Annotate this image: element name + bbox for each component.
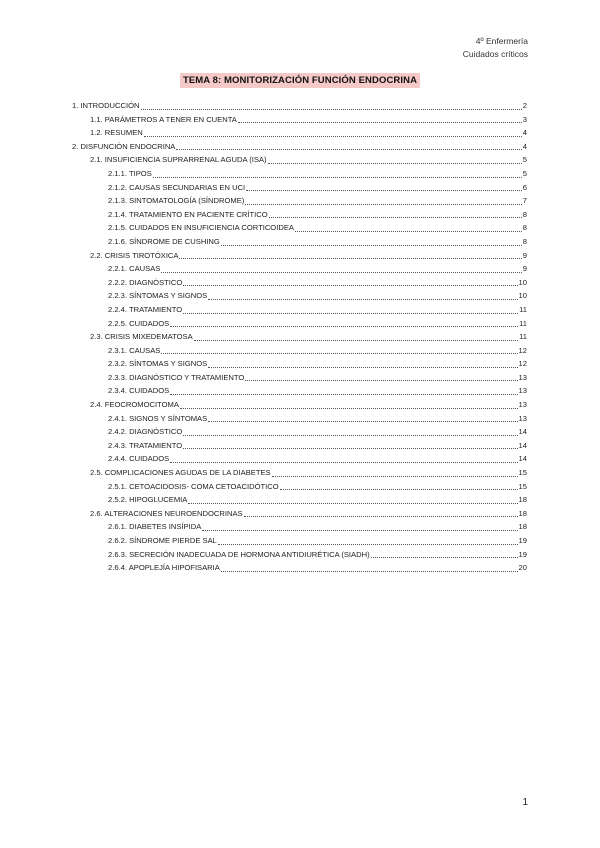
toc-entry[interactable] <box>72 183 527 197</box>
toc-entry-page[interactable]: 9 <box>522 264 527 274</box>
toc-entry-page[interactable]: 11 <box>519 332 527 342</box>
toc-entry-page[interactable]: 12 <box>518 345 527 355</box>
toc-dot-leader <box>170 461 517 463</box>
toc-entry-label[interactable]: 2.2.5. CUIDADOS <box>108 318 170 328</box>
toc-dot-leader <box>280 488 518 490</box>
toc-entry-page[interactable]: 18 <box>518 495 527 505</box>
toc-dot-leader <box>180 407 518 409</box>
toc-entry[interactable] <box>72 441 527 455</box>
toc-entry-label[interactable]: 2.1. INSUFICIENCIA SUPRARRENAL AGUDA (ISA) <box>90 155 267 165</box>
toc-entry-page[interactable]: 18 <box>518 508 527 518</box>
toc-dot-leader <box>208 420 517 422</box>
page-number: 1 <box>522 797 528 808</box>
header-subject: Cuidados críticos <box>462 49 528 59</box>
toc-entry-label[interactable]: 2.5.1. CETOACIDOSIS- COMA CETOACIDÓTICO <box>108 481 279 491</box>
toc-dot-leader <box>194 339 518 341</box>
toc-entry-label[interactable]: 2.3.3. DIAGNÓSTICO Y TRATAMIENTO <box>108 372 245 382</box>
toc-entry[interactable] <box>72 155 527 169</box>
toc-entry-page[interactable]: 11 <box>519 318 527 328</box>
toc-entry-label[interactable]: 2.2. CRISIS TIROTÓXICA <box>90 250 179 260</box>
toc-dot-leader <box>208 366 517 368</box>
toc-entry-page[interactable]: 15 <box>518 481 527 491</box>
toc-entry-page[interactable]: 13 <box>518 372 527 382</box>
toc-entry-page[interactable]: 20 <box>518 563 527 573</box>
toc-dot-leader <box>161 271 521 273</box>
toc-entry-label[interactable]: 1. INTRODUCCIÓN <box>72 101 140 110</box>
toc-entry[interactable] <box>72 169 527 183</box>
toc-entry-label[interactable]: 2.6.1. DIABETES INSÍPIDA <box>108 522 202 532</box>
toc-dot-leader <box>268 162 522 164</box>
toc-dot-leader <box>244 515 518 517</box>
toc-dot-leader <box>170 393 517 395</box>
toc-entry-label[interactable]: 2.6. ALTERACIONES NEUROENDOCRINAS <box>90 508 243 518</box>
toc-entry-label[interactable]: 2.2.3. SÍNTOMAS Y SIGNOS <box>108 291 208 301</box>
toc-entry-label[interactable]: 2.6.3. SECRECIÓN INADECUADA DE HORMONA ANTIDIURÉTICA (SIADH) <box>108 549 370 559</box>
toc-dot-leader <box>218 543 518 545</box>
toc-entry-label[interactable]: 2.1.1. TIPOS <box>108 168 152 178</box>
toc-dot-leader <box>245 203 521 205</box>
toc-dot-leader <box>141 108 522 110</box>
toc-entry-label[interactable]: 2.3.2. SÍNTOMAS Y SIGNOS <box>108 359 208 369</box>
toc-entry-label[interactable]: 2.1.5. CUIDADOS EN INSUFICIENCIA CORTICOIDEA <box>108 223 294 233</box>
toc-entry-page[interactable]: 14 <box>518 440 527 450</box>
toc-entry[interactable] <box>72 142 527 156</box>
toc-entry-label[interactable]: 2.3.1. CAUSAS <box>108 345 161 355</box>
toc-dot-leader <box>202 529 517 531</box>
toc-entry-label[interactable]: 2.5. COMPLICACIONES AGUDAS DE LA DIABETES <box>90 468 271 478</box>
toc-entry[interactable] <box>72 550 527 564</box>
toc-entry[interactable] <box>72 332 527 346</box>
toc-entry-page[interactable]: 19 <box>518 549 527 559</box>
toc-entry-page[interactable]: 9 <box>522 250 527 260</box>
toc-entry-page[interactable]: 8 <box>522 236 527 246</box>
toc-entry[interactable] <box>72 291 527 305</box>
toc-entry-label[interactable]: 2.2.1. CAUSAS <box>108 264 161 274</box>
toc-entry[interactable] <box>72 128 527 142</box>
toc-entry-page[interactable]: 10 <box>518 291 527 301</box>
toc-entry-label[interactable]: 2.1.6. SÍNDROME DE CUSHING <box>108 236 220 246</box>
toc-entry[interactable] <box>72 251 527 265</box>
toc-entry-label[interactable]: 2.1.3. SINTOMATOLOGÍA (SÍNDROME) <box>108 196 245 206</box>
toc-entry-page[interactable]: 14 <box>518 427 527 437</box>
toc-dot-leader <box>176 148 521 150</box>
toc-entry-label[interactable]: 2.1.4. TRATAMIENTO EN PACIENTE CRÍTICO <box>108 209 268 219</box>
toc-entry-page[interactable]: 15 <box>518 468 527 478</box>
toc-dot-leader <box>221 244 522 246</box>
toc-entry[interactable] <box>72 427 527 441</box>
toc-entry[interactable] <box>72 264 527 278</box>
toc-dot-leader <box>371 556 518 558</box>
toc-entry-label[interactable]: 2.2.4. TRATAMIENTO <box>108 304 183 314</box>
toc-entry[interactable] <box>72 115 527 129</box>
toc-entry-label[interactable]: 2.5.2. HIPOGLUCEMIA <box>108 495 188 505</box>
toc-entry-page[interactable]: 10 <box>518 277 527 287</box>
toc-entry-label[interactable]: 2.4.2. DIAGNÓSTICO <box>108 427 183 437</box>
page-header <box>463 35 528 61</box>
toc-entry[interactable] <box>72 400 527 414</box>
toc-entry[interactable] <box>72 468 527 482</box>
toc-entry[interactable] <box>72 305 527 319</box>
toc-entry[interactable] <box>72 522 527 536</box>
toc-entry-label[interactable]: 1.1. PARÁMETROS A TENER EN CUENTA <box>90 114 237 124</box>
toc-entry-label[interactable]: 2.4.3. TRATAMIENTO <box>108 440 183 450</box>
toc-entry-page[interactable]: 18 <box>518 522 527 532</box>
toc-dot-leader <box>144 135 522 137</box>
toc-entry-page[interactable]: 8 <box>522 223 527 233</box>
toc-entry-label[interactable]: 2.4.4. CUIDADOS <box>108 454 170 464</box>
table-of-contents <box>72 101 527 577</box>
toc-dot-leader <box>188 502 517 504</box>
toc-entry[interactable] <box>72 237 527 251</box>
toc-entry[interactable] <box>72 536 527 550</box>
toc-entry-label[interactable]: 2. DISFUNCIÓN ENDOCRINA <box>72 141 176 151</box>
toc-entry-label[interactable]: 2.2.2. DIAGNÓSTICO <box>108 277 183 287</box>
toc-entry-label[interactable]: 2.4.1. SIGNOS Y SÍNTOMAS <box>108 413 208 423</box>
toc-entry-page[interactable]: 7 <box>522 196 527 206</box>
toc-entry-page[interactable]: 19 <box>518 536 527 545</box>
toc-entry-page[interactable]: 14 <box>518 454 527 464</box>
toc-entry-page[interactable]: 4 <box>522 128 527 138</box>
toc-dot-leader <box>272 475 518 477</box>
toc-dot-leader <box>183 284 517 286</box>
toc-entry-page[interactable]: 11 <box>519 304 527 314</box>
toc-dot-leader <box>238 121 522 123</box>
toc-dot-leader <box>221 570 518 572</box>
toc-dot-leader <box>269 216 522 218</box>
toc-dot-leader <box>245 379 517 381</box>
toc-dot-leader <box>208 298 517 300</box>
toc-entry-page[interactable]: 4 <box>522 141 527 151</box>
toc-entry[interactable] <box>72 346 527 360</box>
toc-dot-leader <box>295 230 522 232</box>
toc-entry-label[interactable]: 2.6.4. APOPLEJÍA HIPOFISARIA <box>108 563 220 573</box>
toc-entry-page[interactable]: 6 <box>522 182 527 192</box>
toc-entry[interactable] <box>72 278 527 292</box>
toc-entry-page[interactable]: 13 <box>518 400 527 410</box>
toc-entry[interactable] <box>72 454 527 468</box>
title-container <box>0 70 600 88</box>
toc-dot-leader <box>161 352 517 354</box>
toc-entry[interactable] <box>72 101 527 115</box>
toc-entry[interactable] <box>72 319 527 333</box>
toc-entry[interactable] <box>72 210 527 224</box>
toc-entry-page[interactable]: 13 <box>518 413 527 423</box>
toc-dot-leader <box>153 176 522 178</box>
toc-entry[interactable] <box>72 482 527 496</box>
toc-entry-label[interactable]: 2.6.2. SÍNDROME PIERDE SAL <box>108 536 217 545</box>
toc-dot-leader <box>246 189 522 191</box>
toc-entry-label[interactable]: 2.1.2. CAUSAS SECUNDARIAS EN UCI <box>108 182 246 192</box>
toc-entry-page[interactable]: 13 <box>518 386 527 396</box>
toc-entry-label[interactable]: 2.4. FEOCROMOCITOMA <box>90 400 179 410</box>
toc-entry[interactable] <box>72 509 527 523</box>
toc-dot-leader <box>183 434 517 436</box>
toc-entry[interactable] <box>72 196 527 210</box>
toc-entry[interactable] <box>72 359 527 373</box>
toc-entry-page[interactable]: 8 <box>522 209 527 219</box>
toc-entry[interactable] <box>72 373 527 387</box>
toc-entry-page[interactable]: 3 <box>522 114 527 124</box>
toc-entry-page[interactable]: 12 <box>518 359 527 369</box>
toc-entry[interactable] <box>72 386 527 400</box>
toc-entry-label[interactable]: 2.3.4. CUIDADOS <box>108 386 170 396</box>
toc-entry[interactable] <box>72 495 527 509</box>
toc-entry[interactable] <box>72 414 527 428</box>
toc-dot-leader <box>179 257 521 259</box>
toc-entry[interactable] <box>72 223 527 237</box>
toc-entry-page[interactable]: 2 <box>522 101 527 110</box>
toc-entry-label[interactable]: 1.2. RESUMEN <box>90 128 143 138</box>
toc-dot-leader <box>183 312 518 314</box>
page-title: TEMA 8: MONITORIZACIÓN FUNCIÓN ENDOCRINA <box>180 73 420 88</box>
toc-dot-leader <box>183 447 517 449</box>
toc-dot-leader <box>170 325 518 327</box>
toc-entry[interactable] <box>72 563 527 577</box>
header-course: 4º Enfermería <box>475 36 528 46</box>
toc-entry-page[interactable]: 5 <box>522 168 527 178</box>
toc-entry-page[interactable]: 5 <box>522 155 527 165</box>
toc-entry-label[interactable]: 2.3. CRISIS MIXEDEMATOSA <box>90 332 193 342</box>
